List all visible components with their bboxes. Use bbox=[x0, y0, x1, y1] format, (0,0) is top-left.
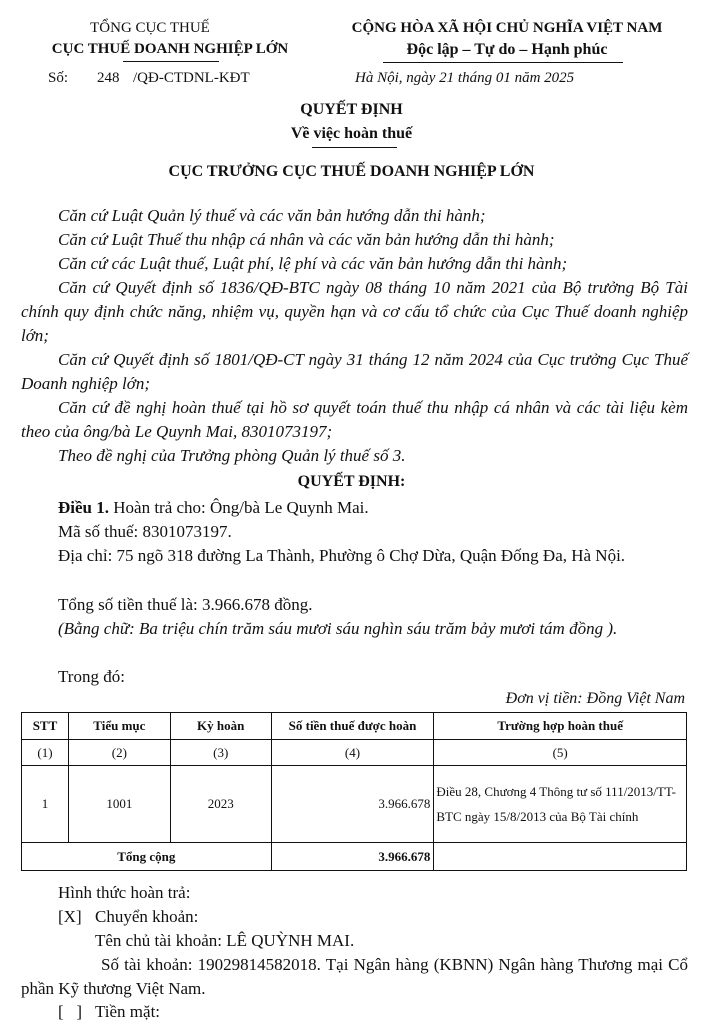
total-label: Tổng cộng bbox=[22, 843, 272, 871]
agency-underline bbox=[123, 61, 219, 62]
article1-label: Điều 1. bbox=[58, 498, 109, 517]
date-line: Hà Nội, ngày 21 tháng 01 năm 2025 bbox=[355, 70, 575, 86]
agency-name: CỤC THUẾ DOANH NGHIỆP LỚN bbox=[51, 41, 289, 57]
col-so-tien: Số tiền thuế được hoàn bbox=[271, 713, 434, 740]
article1-address: Địa chỉ: 75 ngõ 318 đường La Thành, Phường ô Chợ Dừa, Quận Đống Đa, Hà Nội. bbox=[58, 546, 626, 565]
subject-underline bbox=[312, 147, 397, 148]
cash-checkbox[interactable]: [ ] bbox=[58, 1002, 83, 1021]
total-value: 3.966.678 bbox=[271, 843, 434, 871]
basis-7: Theo đề nghị của Trưởng phòng Quản lý thuế số 3. bbox=[58, 446, 406, 465]
table-header-row bbox=[22, 713, 687, 740]
motto-underline bbox=[383, 62, 623, 63]
account-number: Số tài khoản: 19029814582018. Tại Ngân hàng (KBNN) Ngân hàng Thương mại Cổ phần Kỹ thương Việt Nam. bbox=[21, 955, 688, 998]
decision-title: QUYẾT ĐỊNH bbox=[300, 101, 403, 118]
so-number: 248 bbox=[97, 70, 120, 86]
transfer-checkbox[interactable]: [X] bbox=[58, 907, 82, 926]
article1-tax-code: Mã số thuế: 8301073197. bbox=[58, 522, 232, 541]
basis-1: Căn cứ Luật Quản lý thuế và các văn bản hướng dẫn thi hành; bbox=[58, 206, 486, 225]
cash-label: Tiền mặt: bbox=[95, 1002, 161, 1021]
so-suffix: /QĐ-CTDNL-KĐT bbox=[133, 70, 250, 86]
basis-2: Căn cứ Luật Thuế thu nhập cá nhân và các văn bản hướng dẫn thi hành; bbox=[58, 230, 555, 249]
table-index-row: (1) (2) (3) (4) (5) bbox=[22, 740, 687, 766]
table-total-row bbox=[22, 843, 687, 871]
agency-parent: TỔNG CỤC THUẾ bbox=[90, 20, 210, 36]
basis-6: Căn cứ đề nghị hoàn thuế tại hồ sơ quyết toán thuế thu nhập cá nhân và các tài liệu kèm theo của ông/bà Le Quynh Mai, 8301073197; bbox=[21, 398, 688, 441]
account-name: Tên chủ tài khoản: LÊ QUỲNH MAI. bbox=[95, 931, 355, 950]
article1-refund-to: Điều 1. Hoàn trả cho: Ông/bà Le Quynh Mai. bbox=[58, 498, 369, 517]
article1-in-words: (Bằng chữ: Ba triệu chín trăm sáu mươi sáu nghìn sáu trăm bảy mươi tám đồng ). bbox=[58, 619, 618, 638]
decision-subject: Về việc hoàn thuế bbox=[290, 125, 413, 142]
col-truong-hop: Trường hợp hoàn thuế bbox=[434, 713, 687, 740]
nation-motto: Độc lập – Tự do – Hạnh phúc bbox=[406, 41, 608, 58]
col-stt: STT bbox=[22, 713, 69, 740]
basis-3: Căn cứ các Luật thuế, Luật phí, lệ phí và các văn bản hướng dẫn thi hành; bbox=[58, 254, 568, 273]
basis-5: Căn cứ Quyết định số 1801/QĐ-CT ngày 31 tháng 12 năm 2024 của Cục trưởng Cục Thuế Doanh nghiệp lớn; bbox=[21, 350, 688, 393]
col-tieu-muc: Tiểu mục bbox=[68, 713, 170, 740]
payment-method-label: Hình thức hoàn trả: bbox=[58, 883, 191, 902]
col-ky-hoan: Kỳ hoàn bbox=[170, 713, 271, 740]
basis-4: Căn cứ Quyết định số 1836/QĐ-BTC ngày 08 tháng 10 năm 2021 của Bộ trưởng Bộ Tài chính quy định chức năng, nhiệm vụ, quyền hạn và cơ cấu tổ chức của Cục Thuế doanh nghiệp lớn; bbox=[21, 278, 688, 345]
article1-total: Tổng số tiền thuế là: 3.966.678 đồng. bbox=[58, 595, 313, 614]
table-row: 1 1001 2023 3.966.678 Điều 28, Chương 4 Thông tư số 111/2013/TT-BTC ngày 15/8/2013 của Bộ Tài chính bbox=[22, 766, 687, 843]
so-label: Số: bbox=[48, 70, 69, 86]
refund-table bbox=[21, 712, 687, 871]
currency-unit: Đơn vị tiền: Đồng Việt Nam bbox=[505, 690, 685, 707]
nation-title: CỘNG HÒA XÃ HỘI CHỦ NGHĨA VIỆT NAM bbox=[351, 20, 663, 36]
transfer-label: Chuyển khoản: bbox=[95, 907, 199, 926]
issuing-authority: CỤC TRƯỞNG CỤC THUẾ DOANH NGHIỆP LỚN bbox=[168, 163, 535, 180]
decision-heading: QUYẾT ĐỊNH: bbox=[297, 473, 406, 490]
article1-of-which: Trong đó: bbox=[58, 667, 125, 686]
